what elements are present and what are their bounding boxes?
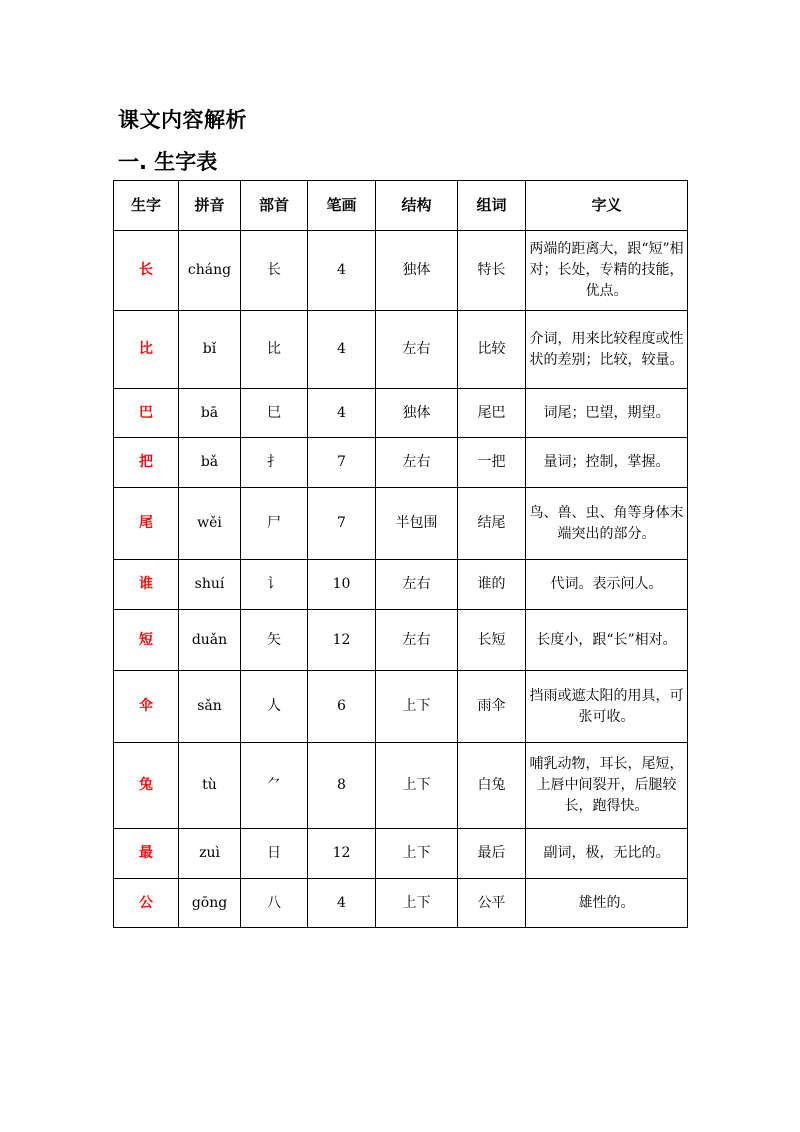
- meaning-cell: 两端的距离大，跟“短”相对；长处，专精的技能，优点。: [526, 231, 688, 311]
- structure-cell: 上下: [376, 829, 458, 879]
- word-cell: 尾巴: [458, 389, 526, 438]
- radical-cell: 尸: [241, 488, 308, 560]
- word-cell: 最后: [458, 829, 526, 879]
- structure-cell: 左右: [376, 610, 458, 671]
- structure-cell: 上下: [376, 671, 458, 743]
- word-cell: 特长: [458, 231, 526, 311]
- table-header-row: [114, 181, 688, 231]
- radical-cell: 比: [241, 311, 308, 389]
- pinyin-cell: bǐ: [179, 311, 241, 389]
- structure-cell: 上下: [376, 879, 458, 928]
- header-cell: 笔画: [308, 181, 376, 231]
- header-cell: 字义: [526, 181, 688, 231]
- table-row: [114, 231, 688, 311]
- meaning-cell: 量词；控制，掌握。: [526, 438, 688, 488]
- pinyin-cell: zuì: [179, 829, 241, 879]
- radical-cell: ⺈: [241, 743, 308, 829]
- pinyin-cell: bǎ: [179, 438, 241, 488]
- character-table: [113, 180, 688, 928]
- character-cell: 兔: [114, 743, 179, 829]
- header-cell: 部首: [241, 181, 308, 231]
- character-cell: 长: [114, 231, 179, 311]
- structure-cell: 独体: [376, 231, 458, 311]
- pinyin-cell: cháng: [179, 231, 241, 311]
- word-cell: 白兔: [458, 743, 526, 829]
- word-cell: 长短: [458, 610, 526, 671]
- meaning-cell: 长度小，跟“长”相对。: [526, 610, 688, 671]
- strokes-cell: 6: [308, 671, 376, 743]
- character-cell: 巴: [114, 389, 179, 438]
- meaning-cell: 词尾；巴望，期望。: [526, 389, 688, 438]
- character-cell: 谁: [114, 560, 179, 610]
- strokes-cell: 4: [308, 389, 376, 438]
- header-cell: 拼音: [179, 181, 241, 231]
- table-row: [114, 438, 688, 488]
- document-title: 课文内容解析: [118, 108, 247, 132]
- structure-cell: 左右: [376, 311, 458, 389]
- structure-cell: 半包围: [376, 488, 458, 560]
- strokes-cell: 12: [308, 829, 376, 879]
- character-cell: 短: [114, 610, 179, 671]
- strokes-cell: 12: [308, 610, 376, 671]
- radical-cell: 人: [241, 671, 308, 743]
- radical-cell: 巳: [241, 389, 308, 438]
- character-cell: 伞: [114, 671, 179, 743]
- meaning-cell: 副词，极，无比的。: [526, 829, 688, 879]
- structure-cell: 独体: [376, 389, 458, 438]
- pinyin-cell: shuí: [179, 560, 241, 610]
- header-cell: 组词: [458, 181, 526, 231]
- structure-cell: 左右: [376, 438, 458, 488]
- strokes-cell: 4: [308, 879, 376, 928]
- character-cell: 比: [114, 311, 179, 389]
- pinyin-cell: bā: [179, 389, 241, 438]
- pinyin-cell: sǎn: [179, 671, 241, 743]
- strokes-cell: 4: [308, 231, 376, 311]
- pinyin-cell: gōng: [179, 879, 241, 928]
- strokes-cell: 7: [308, 488, 376, 560]
- meaning-cell: 挡雨或遮太阳的用具，可张可收。: [526, 671, 688, 743]
- character-cell: 公: [114, 879, 179, 928]
- structure-cell: 左右: [376, 560, 458, 610]
- table-row: [114, 560, 688, 610]
- character-cell: 最: [114, 829, 179, 879]
- radical-cell: 八: [241, 879, 308, 928]
- word-cell: 一把: [458, 438, 526, 488]
- radical-cell: 矢: [241, 610, 308, 671]
- character-cell: 把: [114, 438, 179, 488]
- word-cell: 雨伞: [458, 671, 526, 743]
- table-row: [114, 488, 688, 560]
- meaning-cell: 哺乳动物，耳长，尾短，上唇中间裂开，后腿较长，跑得快。: [526, 743, 688, 829]
- radical-cell: 日: [241, 829, 308, 879]
- table-row: [114, 829, 688, 879]
- word-cell: 公平: [458, 879, 526, 928]
- word-cell: 结尾: [458, 488, 526, 560]
- pinyin-cell: duǎn: [179, 610, 241, 671]
- pinyin-cell: tù: [179, 743, 241, 829]
- table-row: [114, 610, 688, 671]
- radical-cell: 扌: [241, 438, 308, 488]
- header-cell: 结构: [376, 181, 458, 231]
- table-row: [114, 879, 688, 928]
- word-cell: 比较: [458, 311, 526, 389]
- header-cell: 生字: [114, 181, 179, 231]
- table-row: [114, 743, 688, 829]
- meaning-cell: 代词。表示问人。: [526, 560, 688, 610]
- meaning-cell: 雄性的。: [526, 879, 688, 928]
- character-cell: 尾: [114, 488, 179, 560]
- structure-cell: 上下: [376, 743, 458, 829]
- strokes-cell: 7: [308, 438, 376, 488]
- table-row: [114, 389, 688, 438]
- word-cell: 谁的: [458, 560, 526, 610]
- table-row: [114, 671, 688, 743]
- table-row: [114, 311, 688, 389]
- meaning-cell: 介词，用来比较程度或性状的差别；比较，较量。: [526, 311, 688, 389]
- pinyin-cell: wěi: [179, 488, 241, 560]
- meaning-cell: 鸟、兽、虫、角等身体末端突出的部分。: [526, 488, 688, 560]
- strokes-cell: 10: [308, 560, 376, 610]
- strokes-cell: 8: [308, 743, 376, 829]
- radical-cell: 长: [241, 231, 308, 311]
- strokes-cell: 4: [308, 311, 376, 389]
- radical-cell: 讠: [241, 560, 308, 610]
- section-title: 一. 生字表: [118, 150, 218, 174]
